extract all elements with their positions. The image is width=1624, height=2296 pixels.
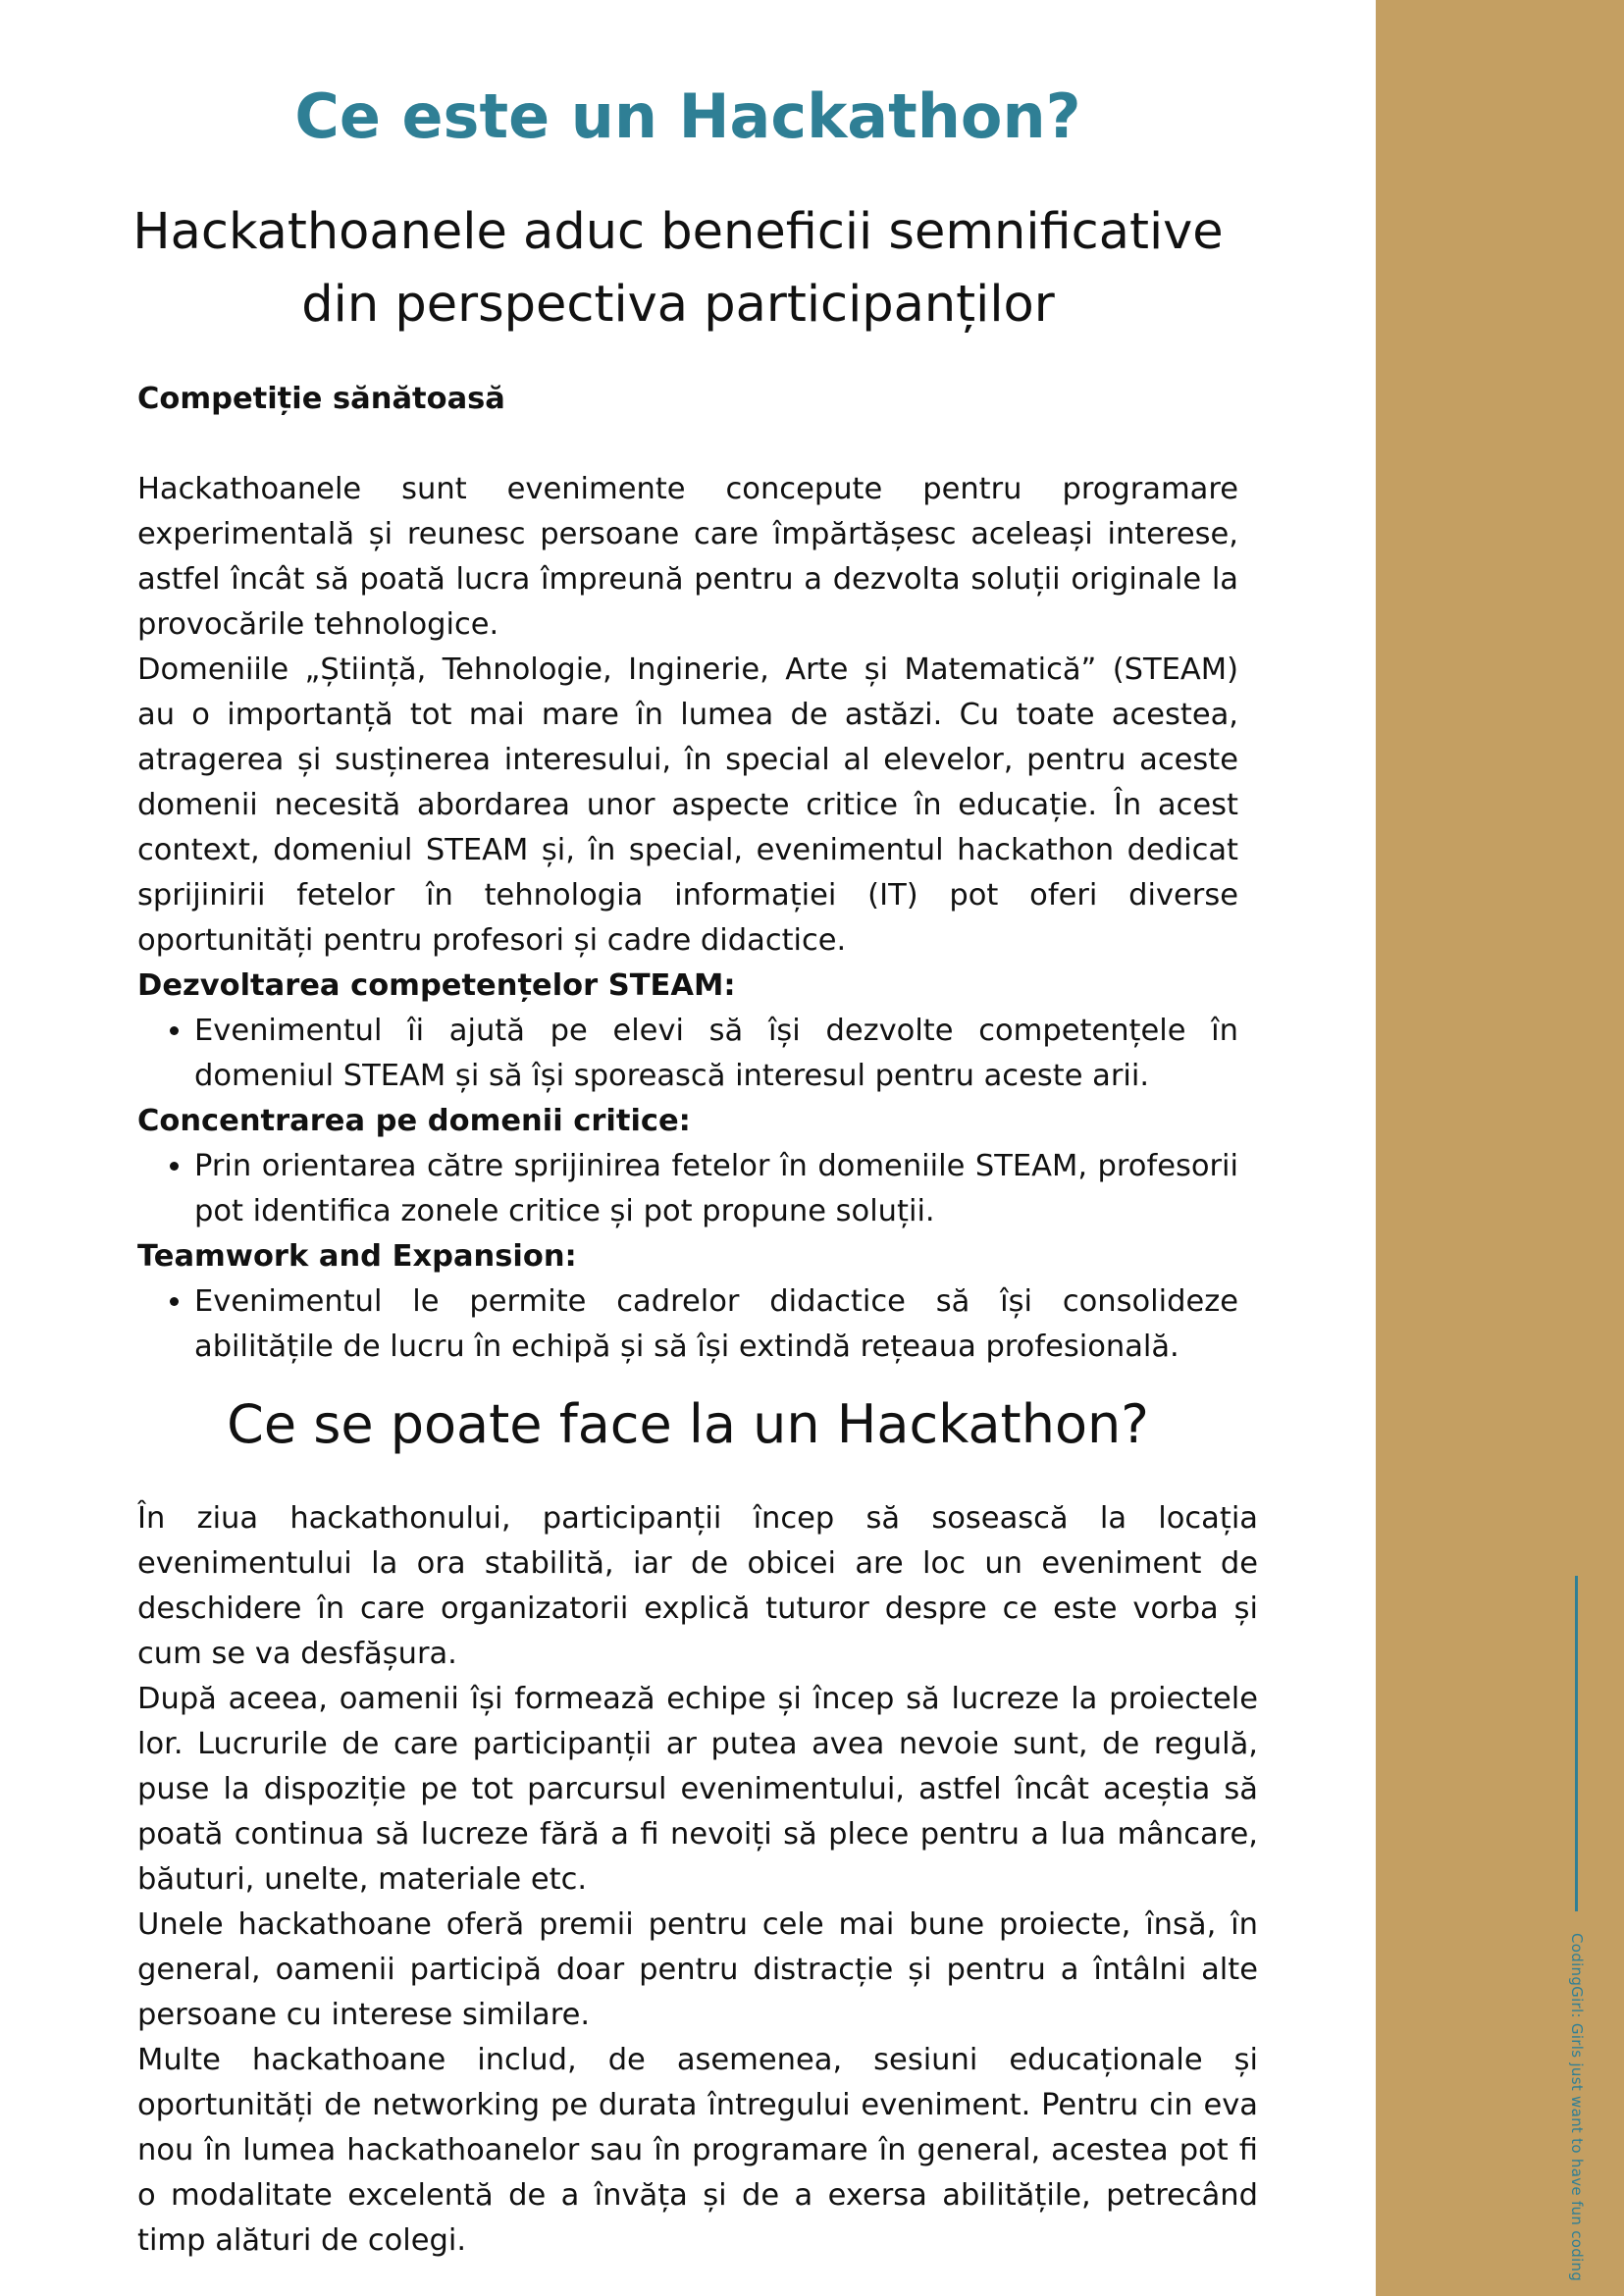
- bullet-list-teamwork: [137, 1279, 1238, 1370]
- sidebar-band: [1376, 0, 1624, 2296]
- paragraph-steam-domains: Domeniile „Știință, Tehnologie, Inginerie, Arte și Matematică” (STEAM) au o importanță tot mai mare în lumea de astăzi. Cu toate acestea, atragerea și susținerea interesului, în special al elevelor, pentru aceste domenii necesită abordarea unor aspecte critice în educație. În acest context, domeniul STEAM și, în special, evenimentul hackathon dedicat sprijinirii fetelor în tehnologia informației (IT) pot oferi diverse oportunități pentru profesori și cadre didactice.: [137, 652, 1238, 958]
- list-item: • Prin orientarea către sprijinirea fetelor în domeniile STEAM, profesorii pot identifica zonele critice și pot propune soluții.: [194, 1144, 1238, 1234]
- benefits-section: [137, 377, 1238, 1370]
- page-subtitle: Hackathoanele aduc beneficii semnificative din perspectiva participanților: [132, 203, 1224, 334]
- sidebar-accent-line: [1575, 1576, 1578, 1911]
- bullet-list-steam-skills: [137, 1009, 1238, 1099]
- section-heading-healthy-competition: Competiție sănătoasă: [137, 382, 505, 416]
- list-item: • Evenimentul îi ajută pe elevi să își dezvolte competențele în domeniul STEAM și să își sporească interesul pentru aceste arii.: [194, 1009, 1238, 1099]
- bullet-list-critical-domains: [137, 1144, 1238, 1234]
- sidebar-tagline: CodingGirl: Girls just want to have fun coding: [1568, 1933, 1586, 2282]
- activities-section: [137, 1496, 1258, 2264]
- spacer: [137, 422, 1238, 467]
- paragraph-event-day: În ziua hackathonului, participanții încep să sosească la locația evenimentului la ora stabilită, iar de obicei are loc un eveniment de deschidere în care organizatorii explică tuturor despre ce este vorba și cum se va desfășura.: [137, 1501, 1258, 1671]
- subheading-critical-domains: Concentrarea pe domenii critice:: [137, 1104, 691, 1138]
- paragraph-networking: Multe hackathoane includ, de asemenea, sesiuni educaționale și oportunități de networking pe durata întregului eveniment. Pentru cin eva nou în lumea hackathoanelor sau în programare în general, acestea pot fi o modalitate excelentă de a învăța și de a exersa abilitățile, petrecând timp alături de colegi.: [137, 2043, 1258, 2258]
- subheading-steam-skills: Dezvoltarea competențelor STEAM:: [137, 968, 736, 1003]
- paragraph-hackathon-intro: Hackathoanele sunt evenimente concepute pentru programare experimentală și reunesc persoane care împărtășesc aceleași interese, astfel încât să poată lucra împreună pentru a dezvolta soluții originale la provocările tehnologice.: [137, 472, 1238, 642]
- page-title: Ce este un Hackathon?: [294, 80, 1081, 152]
- subheading-teamwork: Teamwork and Expansion:: [137, 1239, 577, 1274]
- paragraph-prizes: Unele hackathoane oferă premii pentru cele mai bune proiecte, însă, în general, oamenii participă doar pentru distracție și pentru a întâlni alte persoane cu interese similare.: [137, 1907, 1258, 2032]
- list-item: • Evenimentul le permite cadrelor didactice să își consolideze abilitățile de lucru în echipă și să își extindă rețeaua profesională.: [194, 1279, 1238, 1370]
- paragraph-teams: După aceea, oamenii își formează echipe și încep să lucreze la proiectele lor. Lucrurile de care participanții ar putea avea nevoie sunt, de regulă, puse la dispoziție pe tot parcursul evenimentului, astfel încât aceștia să poată continua să lucreze fără a fi nevoiți să plece pentru a lua mâncare, băuturi, unelte, materiale etc.: [137, 1682, 1258, 1897]
- section-heading-what-to-do: Ce se poate face la un Hackathon?: [227, 1393, 1149, 1455]
